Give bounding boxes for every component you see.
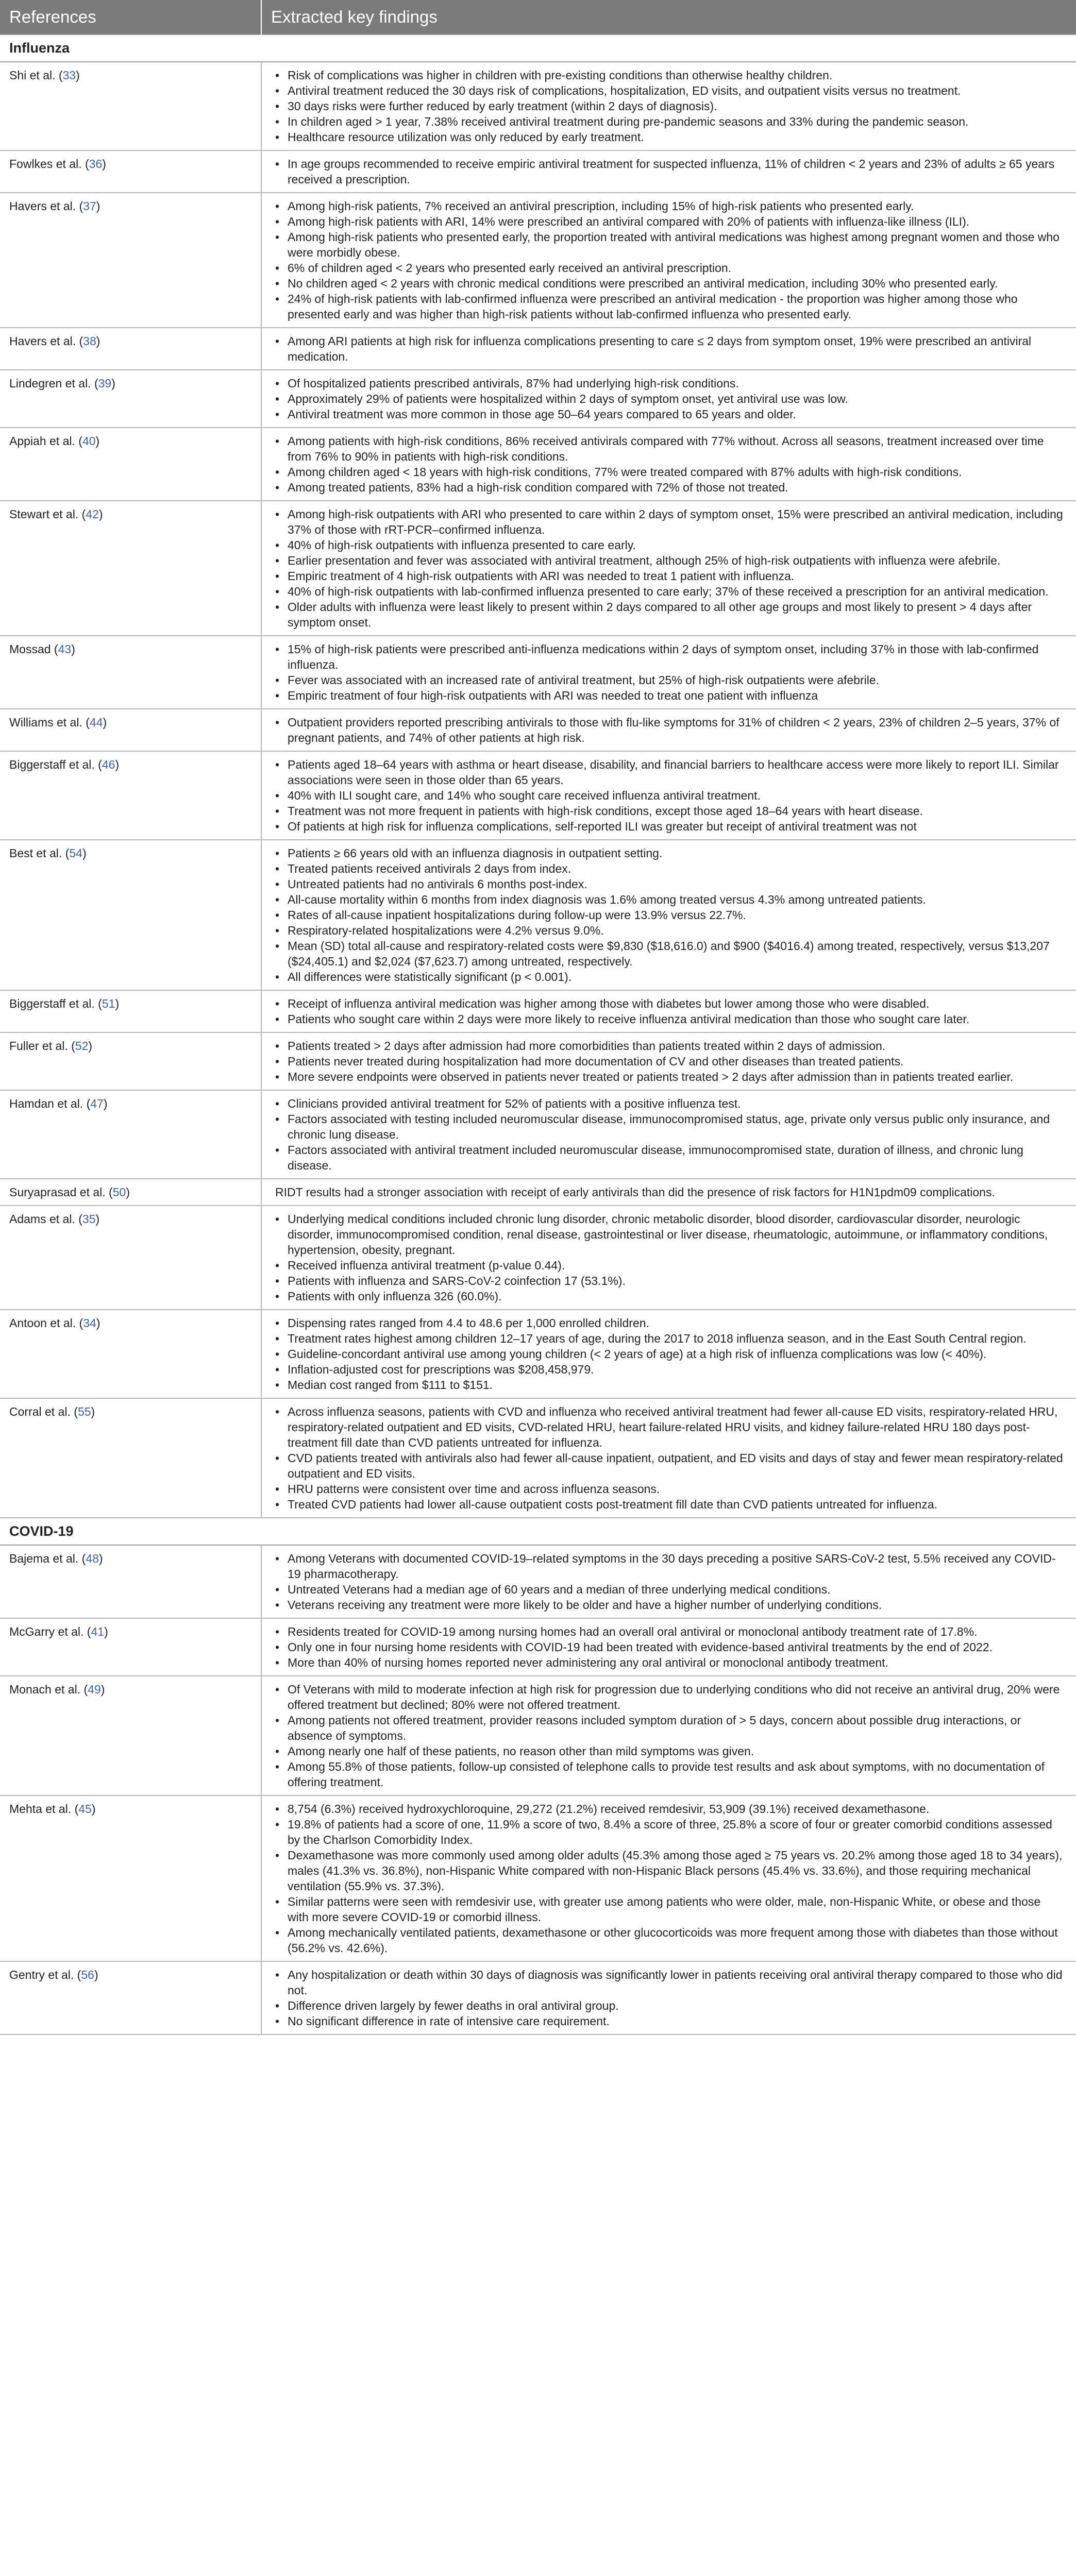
- findings-list: [275, 67, 1065, 145]
- finding-item: • 15% of high-risk patients were prescribed anti-influenza medications within 2 days of symptom onset, including 37% in those with lab-confirmed influenza.: [288, 641, 1065, 672]
- findings-list: [275, 1682, 1065, 1790]
- findings-cell: [261, 990, 1076, 1032]
- finding-item: • Mean (SD) total all-cause and respiratory-related costs were $9,830 ($18,616.0) and $900 ($4016.4) among treated, respectively, versus $13,207 ($24,405.1) and $2,024 ($7,623.7) among untreated, respectively.: [288, 938, 1065, 969]
- findings-list: [275, 1038, 1065, 1084]
- findings-list: [275, 845, 1065, 985]
- reference-cell: Appiah et al. (40): [0, 428, 261, 501]
- findings-list: [275, 1551, 1065, 1613]
- reference-author: Havers et al.: [9, 199, 76, 213]
- findings-cell: [261, 1795, 1076, 1961]
- finding-item: • Rates of all-cause inpatient hospitalizations during follow-up were 13.9% versus 22.7%.: [288, 907, 1065, 923]
- reference-cell: Best et al. (54): [0, 840, 261, 990]
- table-row: [0, 62, 1076, 150]
- table-row: [0, 751, 1076, 840]
- finding-item: • Among children aged < 18 years with high-risk conditions, 77% were treated compared with 87% adults with high-risk conditions.: [288, 464, 1065, 480]
- reference-cell: Bajema et al. (48): [0, 1545, 261, 1618]
- reference-cell: Stewart et al. (42): [0, 501, 261, 636]
- table-row: [0, 1618, 1076, 1676]
- table-row: [0, 501, 1076, 636]
- findings-cell: [261, 328, 1076, 370]
- finding-item: • Patients with influenza and SARS-CoV-2 coinfection 17 (53.1%).: [288, 1273, 1065, 1289]
- reference-author: Lindegren et al.: [9, 377, 91, 390]
- reference-cell: Antoon et al. (34): [0, 1310, 261, 1398]
- finding-item: • Patients aged 18–64 years with asthma or heart disease, disability, and financial barriers to healthcare access were more likely to report ILI. Similar associations were seen in those older than 65 years.: [288, 757, 1065, 788]
- finding-item: • Untreated patients had no antivirals 6 months post-index.: [288, 876, 1065, 892]
- table-row: [0, 1032, 1076, 1090]
- finding-item: • Guideline-concordant antiviral use among young children (< 2 years of age) at a high risk of influenza complications was low (< 40%).: [288, 1346, 1065, 1362]
- finding-item: • Approximately 29% of patients were hospitalized within 2 days of symptom onset, yet antiviral use was low.: [288, 391, 1065, 406]
- table-row: [0, 150, 1076, 193]
- reference-cell: Adams et al. (35): [0, 1206, 261, 1310]
- reference-author: Gentry et al.: [9, 1968, 74, 1981]
- findings-list: [275, 715, 1065, 745]
- reference-author: Best et al.: [9, 846, 62, 860]
- reference-cell: Biggerstaff et al. (46): [0, 751, 261, 840]
- reference-cell: Corral et al. (55): [0, 1398, 261, 1518]
- findings-list: [275, 506, 1065, 630]
- citation-link[interactable]: 55: [77, 1405, 91, 1418]
- reference-author: McGarry et al.: [9, 1625, 84, 1638]
- finding-item: • Among Veterans with documented COVID-19–related symptoms in the 30 days preceding a positive SARS-CoV-2 test, 5.5% received any COVID-19 pharmacotherapy.: [288, 1551, 1065, 1582]
- finding-item: • Treated CVD patients had lower all-cause outpatient costs post-treatment fill date than CVD patients untreated for influenza.: [288, 1497, 1065, 1512]
- findings-cell: [261, 751, 1076, 840]
- citation-link[interactable]: 52: [75, 1039, 89, 1053]
- finding-item: • Antiviral treatment was more common in those age 50–64 years compared to 65 years and older.: [288, 406, 1065, 422]
- finding-item: • Among patients not offered treatment, provider reasons included symptom duration of > 5 days, concern about possible drug interactions, or absence of symptoms.: [288, 1713, 1065, 1743]
- finding-item: • Inflation-adjusted cost for prescriptions was $208,458,979.: [288, 1362, 1065, 1377]
- finding-item: • Clinicians provided antiviral treatment for 52% of patients with a positive influenza test.: [288, 1096, 1065, 1111]
- finding-item: • Among high-risk patients with ARI, 14% were prescribed an antiviral compared with 20% of patients with influenza-like illness (ILI).: [288, 214, 1065, 229]
- table-row: [0, 840, 1076, 990]
- reference-cell: Mossad (43): [0, 636, 261, 709]
- reference-author: Biggerstaff et al.: [9, 997, 95, 1010]
- finding-item: • Older adults with influenza were least likely to present within 2 days compared to all other age groups and most likely to present > 4 days after symptom onset.: [288, 599, 1065, 630]
- finding-item: • Among patients with high-risk conditions, 86% received antivirals compared with 77% without. Across all seasons, treatment increased over time from 76% to 90% in patients with high-risk conditions.: [288, 433, 1065, 464]
- finding-item: • Among high-risk patients who presented early, the proportion treated with antiviral medications was highest among pregnant women and those who were morbidly obese.: [288, 229, 1065, 260]
- finding-item: • Untreated Veterans had a median age of 60 years and a median of three underlying medical conditions.: [288, 1582, 1065, 1597]
- reference-cell: Hamdan et al. (47): [0, 1090, 261, 1179]
- reference-author: Adams et al.: [9, 1212, 75, 1226]
- finding-item: • Treatment rates highest among children 12–17 years of age, during the 2017 to 2018 influenza season, and in the East South Central region.: [288, 1331, 1065, 1346]
- finding-item: • Outpatient providers reported prescribing antivirals to those with flu-like symptoms for 31% of children < 2 years, 23% of children 2–5 years, 37% of pregnant patients, and 74% of other patients at high risk.: [288, 715, 1065, 745]
- citation-link[interactable]: 34: [83, 1316, 96, 1330]
- findings-list: [275, 996, 1065, 1027]
- finding-item: • In children aged > 1 year, 7.38% received antiviral treatment during pre-pandemic seasons and 33% during the pandemic season.: [288, 114, 1065, 129]
- finding-item: • Patients treated > 2 days after admission had more comorbidities than patients treated within 2 days of admission.: [288, 1038, 1065, 1054]
- finding-item: • CVD patients treated with antivirals also had fewer all-cause inpatient, outpatient, and ED visits and days of stay and fewer mean respiratory-related outpatient and ED visits.: [288, 1450, 1065, 1481]
- citation-link[interactable]: 38: [83, 334, 96, 348]
- finding-item: • 40% with ILI sought care, and 14% who sought care received influenza antiviral treatment.: [288, 788, 1065, 803]
- table-row: [0, 1545, 1076, 1618]
- findings-cell: [261, 1676, 1076, 1795]
- reference-author: Fuller et al.: [9, 1039, 68, 1053]
- finding-item: • Treated patients received antivirals 2 days from index.: [288, 861, 1065, 876]
- reference-author: Williams et al.: [9, 716, 82, 729]
- reference-cell: Fowlkes et al. (36): [0, 150, 261, 193]
- finding-item: • Of Veterans with mild to moderate infection at high risk for progression due to underlying conditions who did not receive an antiviral drug, 20% were offered treatment but declined; 80% were not offered treatment.: [288, 1682, 1065, 1713]
- finding-item: • Among nearly one half of these patients, no reason other than mild symptoms was given.: [288, 1743, 1065, 1759]
- table-row: [0, 1398, 1076, 1518]
- table-row: [0, 1795, 1076, 1961]
- reference-author: Fowlkes et al.: [9, 157, 82, 171]
- finding-item: • Of hospitalized patients prescribed antivirals, 87% had underlying high-risk conditions.: [288, 376, 1065, 391]
- citation-link[interactable]: 51: [102, 997, 115, 1010]
- table-row: [0, 328, 1076, 370]
- findings-cell: [261, 840, 1076, 990]
- findings-cell: [261, 62, 1076, 150]
- section-title: COVID-19: [0, 1518, 1076, 1545]
- citation-link[interactable]: 44: [89, 716, 103, 729]
- findings-cell: [261, 428, 1076, 501]
- finding-item: • Patients never treated during hospitalization had more documentation of CV and other diseases than treated patients.: [288, 1054, 1065, 1069]
- citation-link[interactable]: 50: [112, 1185, 126, 1199]
- citation-link[interactable]: 48: [86, 1552, 99, 1565]
- findings-cell: [261, 1206, 1076, 1310]
- findings-list: [275, 198, 1065, 322]
- finding-item: • Receipt of influenza antiviral medication was higher among those with diabetes but lower among those who were disabled.: [288, 996, 1065, 1011]
- reference-cell: Gentry et al. (56): [0, 1961, 261, 2035]
- finding-item: • Factors associated with testing included neuromuscular disease, immunocompromised status, age, private only versus public only insurance, and chronic lung disease.: [288, 1111, 1065, 1142]
- section-header-row: [0, 1518, 1076, 1545]
- citation-link[interactable]: 37: [83, 199, 96, 213]
- reference-cell: Monach et al. (49): [0, 1676, 261, 1795]
- finding-item: • Fever was associated with an increased rate of antiviral treatment, but 25% of high-risk outpatients were afebrile.: [288, 672, 1065, 688]
- findings-cell: [261, 1398, 1076, 1518]
- findings-list: [275, 1967, 1065, 2029]
- findings-cell: [261, 636, 1076, 709]
- findings-cell: [261, 709, 1076, 751]
- finding-item: • 40% of high-risk outpatients with lab-confirmed influenza presented to care early; 37% of these received a prescription for an antiviral medication.: [288, 584, 1065, 599]
- finding-item: • Patients ≥ 66 years old with an influenza diagnosis in outpatient setting.: [288, 845, 1065, 861]
- citation-link[interactable]: 36: [89, 157, 103, 171]
- findings-list: [275, 333, 1065, 364]
- finding-item: • Difference driven largely by fewer deaths in oral antiviral group.: [288, 1998, 1065, 2013]
- finding-item: • 19.8% of patients had a score of one, 11.9% a score of two, 8.4% a score of three, 25.8% a score of four or greater comorbid conditions assessed by the Charlson Comorbidity Index.: [288, 1817, 1065, 1848]
- finding-item: • Across influenza seasons, patients with CVD and influenza who received antiviral treatment had fewer all-cause ED visits, respiratory-related HRU, respiratory-related outpatient and ED visits, CVD-related HRU, heart failure-related HRU visits, and kidney failure-related HRU 180 days post-treatment fill date than CVD patients untreated for influenza.: [288, 1404, 1065, 1450]
- table-row: [0, 1179, 1076, 1206]
- findings-cell: [261, 501, 1076, 636]
- citation-link[interactable]: 39: [98, 377, 112, 390]
- finding-item: • Treatment was not more frequent in patients with high-risk conditions, except those aged 18–64 years with heart disease.: [288, 803, 1065, 819]
- findings-list: [275, 433, 1065, 495]
- finding-item: • Respiratory-related hospitalizations were 4.2% versus 9.0%.: [288, 923, 1065, 938]
- reference-cell: Havers et al. (38): [0, 328, 261, 370]
- citation-link[interactable]: 40: [82, 434, 96, 448]
- reference-author: Havers et al.: [9, 334, 76, 348]
- finding-item: • Veterans receiving any treatment were more likely to be older and have a higher number of underlying conditions.: [288, 1597, 1065, 1613]
- reference-author: Hamdan et al.: [9, 1097, 83, 1110]
- finding-item: • Among treated patients, 83% had a high-risk condition compared with 72% of those not treated.: [288, 480, 1065, 495]
- finding-item: • Median cost ranged from $111 to $151.: [288, 1377, 1065, 1393]
- findings-cell: [261, 1310, 1076, 1398]
- finding-item: • Empiric treatment of four high-risk outpatients with ARI was needed to treat one patient with influenza: [288, 688, 1065, 703]
- table-row: [0, 193, 1076, 328]
- header-references: References: [0, 0, 261, 35]
- reference-cell: Lindegren et al. (39): [0, 370, 261, 428]
- citation-link[interactable]: 49: [88, 1683, 101, 1696]
- finding-item: • 8,754 (6.3%) received hydroxychloroquine, 29,272 (21.2%) received remdesivir, 53,909 (39.1%) received dexamethasone.: [288, 1801, 1065, 1817]
- reference-author: Suryaprasad et al.: [9, 1185, 106, 1199]
- finding-item: • 6% of children aged < 2 years who presented early received an antiviral prescription.: [288, 260, 1065, 276]
- reference-cell: Mehta et al. (45): [0, 1795, 261, 1961]
- reference-cell: Havers et al. (37): [0, 193, 261, 328]
- finding-item: • More than 40% of nursing homes reported never administering any oral antiviral or monoclonal antibody treatment.: [288, 1655, 1065, 1670]
- citation-link[interactable]: 42: [86, 507, 99, 521]
- finding-item: • Residents treated for COVID-19 among nursing homes had an overall oral antiviral or monoclonal antibody treatment rate of 17.8%.: [288, 1624, 1065, 1639]
- reference-author: Corral et al.: [9, 1405, 71, 1418]
- table-row: [0, 1310, 1076, 1398]
- citation-link[interactable]: 43: [58, 642, 72, 656]
- reference-cell: Suryaprasad et al. (50): [0, 1179, 261, 1206]
- findings-cell: [261, 1961, 1076, 2035]
- reference-author: Antoon et al.: [9, 1316, 76, 1330]
- table-row: [0, 1961, 1076, 2035]
- finding-item: • Patients who sought care within 2 days were more likely to receive influenza antiviral medication than those who sought care later.: [288, 1011, 1065, 1027]
- finding-item: • Among ARI patients at high risk for influenza complications presenting to care ≤ 2 days from symptom onset, 19% were prescribed an antiviral medication.: [288, 333, 1065, 364]
- table-row: [0, 370, 1076, 428]
- finding-item: • Healthcare resource utilization was only reduced by early treatment.: [288, 129, 1065, 145]
- table-body: [0, 35, 1076, 2035]
- finding-item: • Among high-risk outpatients with ARI who presented to care within 2 days of symptom onset, 15% were prescribed an antiviral medication, including 37% of those with rRT-PCR–confirmed influenza.: [288, 506, 1065, 537]
- reference-author: Biggerstaff et al.: [9, 758, 95, 771]
- findings-list: [275, 376, 1065, 422]
- finding-item: • All-cause mortality within 6 months from index diagnosis was 1.6% among treated versus 4.3% among untreated patients.: [288, 892, 1065, 907]
- finding-item: • Received influenza antiviral treatment (p-value 0.44).: [288, 1258, 1065, 1273]
- citation-link[interactable]: 54: [69, 846, 82, 860]
- findings-list: [275, 1801, 1065, 1956]
- citation-link[interactable]: 47: [90, 1097, 104, 1110]
- reference-author: Stewart et al.: [9, 507, 79, 521]
- findings-list: [275, 1096, 1065, 1173]
- finding-item: • Empiric treatment of 4 high-risk outpatients with ARI was needed to treat 1 patient with influenza.: [288, 568, 1065, 584]
- table-row: [0, 1090, 1076, 1179]
- findings-list: [275, 1404, 1065, 1512]
- findings-cell: [261, 193, 1076, 328]
- finding-item: • Only one in four nursing home residents with COVID-19 had been treated with evidence-based antiviral treatments by the end of 2022.: [288, 1639, 1065, 1655]
- findings-cell: [261, 1090, 1076, 1179]
- finding-item: • Any hospitalization or death within 30 days of diagnosis was significantly lower in patients receiving oral antiviral therapy compared to those who did not.: [288, 1967, 1065, 1998]
- table-row: [0, 1206, 1076, 1310]
- reference-author: Monach et al.: [9, 1683, 81, 1696]
- finding-item: • Risk of complications was higher in children with pre-existing conditions than otherwise healthy children.: [288, 67, 1065, 83]
- reference-author: Appiah et al.: [9, 434, 75, 448]
- reference-cell: McGarry et al. (41): [0, 1618, 261, 1676]
- citation-link[interactable]: 33: [62, 69, 76, 82]
- findings-cell: [261, 150, 1076, 193]
- findings-cell: [261, 370, 1076, 428]
- finding-item: • No significant difference in rate of intensive care requirement.: [288, 2013, 1065, 2029]
- reference-author: Bajema et al.: [9, 1552, 79, 1565]
- reference-author: Mehta et al.: [9, 1802, 72, 1816]
- finding-item: • Among 55.8% of those patients, follow-up consisted of telephone calls to provide test results and ask about symptoms, with no documentation of offering treatment.: [288, 1759, 1065, 1790]
- finding-item: • Underlying medical conditions included chronic lung disorder, chronic metabolic disorder, blood disorder, cardiovascular disorder, neurologic disorder, immunocompromised condition, renal disease, gastrointestinal or liver disease, rheumatologic, autoimmune, or inflammatory conditions, hypertension, obesity, pregnant.: [288, 1211, 1065, 1258]
- findings-list: [275, 757, 1065, 834]
- citation-link[interactable]: 41: [91, 1625, 105, 1638]
- citation-link[interactable]: 35: [82, 1212, 96, 1226]
- finding-item: • HRU patterns were consistent over time and across influenza seasons.: [288, 1481, 1065, 1497]
- table-row: [0, 990, 1076, 1032]
- findings-list: [275, 1315, 1065, 1393]
- finding-item: • In age groups recommended to receive empiric antiviral treatment for suspected influenza, 11% of children < 2 years and 23% of adults ≥ 65 years received a prescription.: [288, 156, 1065, 187]
- citation-link[interactable]: 45: [78, 1802, 92, 1816]
- reference-cell: Fuller et al. (52): [0, 1032, 261, 1090]
- finding-item: • All differences were statistically significant (p < 0.001).: [288, 969, 1065, 985]
- finding-item: • 40% of high-risk outpatients with influenza presented to care early.: [288, 537, 1065, 553]
- finding-item: • Similar patterns were seen with remdesivir use, with greater use among patients who were older, male, non-Hispanic White, or obese and those with more severe COVID-19 or comorbid illness.: [288, 1894, 1065, 1925]
- findings-list: [275, 1211, 1065, 1304]
- finding-item: • More severe endpoints were observed in patients never treated or patients treated > 2 days after admission than in patients treated earlier.: [288, 1069, 1065, 1084]
- section-header-row: [0, 35, 1076, 62]
- findings-list: [275, 1624, 1065, 1670]
- findings-cell: [261, 1179, 1076, 1206]
- reference-cell: Biggerstaff et al. (51): [0, 990, 261, 1032]
- section-title: Influenza: [0, 35, 1076, 62]
- citation-link[interactable]: 56: [81, 1968, 94, 1981]
- findings-list: [275, 641, 1065, 703]
- findings-list: [275, 156, 1065, 187]
- finding-item: • Among mechanically ventilated patients, dexamethasone or other glucocorticoids was more frequent among those with diabetes than those without (56.2% vs. 42.6%).: [288, 1925, 1065, 1956]
- finding-item: • Antiviral treatment reduced the 30 days risk of complications, hospitalization, ED visits, and outpatient visits versus no treatment.: [288, 83, 1065, 98]
- table-row: [0, 709, 1076, 751]
- reference-cell: Shi et al. (33): [0, 62, 261, 150]
- header-findings: Extracted key findings: [261, 0, 1076, 35]
- table-row: [0, 636, 1076, 709]
- finding-item: • Patients with only influenza 326 (60.0%).: [288, 1289, 1065, 1304]
- table-row: [0, 428, 1076, 501]
- findings-cell: [261, 1545, 1076, 1618]
- finding-item: • Factors associated with antiviral treatment included neuromuscular disease, immunocompromised state, duration of illness, and chronic lung disease.: [288, 1142, 1065, 1173]
- finding-item: • 24% of high-risk patients with lab-confirmed influenza were prescribed an antiviral medication - the proportion was higher among those who presented early and was higher than high-risk patients without lab-confirmed influenza who presented early.: [288, 291, 1065, 322]
- finding-item: • Dispensing rates ranged from 4.4 to 48.6 per 1,000 enrolled children.: [288, 1315, 1065, 1331]
- header-row: [0, 0, 1076, 35]
- finding-item: • Among high-risk patients, 7% received an antiviral prescription, including 15% of high-risk patients who presented early.: [288, 198, 1065, 214]
- citation-link[interactable]: 46: [102, 758, 115, 771]
- findings-cell: [261, 1618, 1076, 1676]
- finding-item: • Dexamethasone was more commonly used among older adults (45.3% among those aged ≥ 75 years vs. 20.2% among those aged 18 to 34 years), males (41.3% vs. 36.8%), non-Hispanic White compared with non-Hispanic Black persons (45.4% vs. 33.6%), and those requiring mechanical ventilation (55.9% vs. 37.3%).: [288, 1848, 1065, 1894]
- reference-cell: Williams et al. (44): [0, 709, 261, 751]
- finding-item: • Of patients at high risk for influenza complications, self-reported ILI was greater but receipt of antiviral treatment was not: [288, 819, 1065, 834]
- reference-author: Shi et al.: [9, 69, 56, 82]
- finding-text: RIDT results had a stronger association with receipt of early antivirals than did the presence of risk factors for H1N1pdm09 complications.: [275, 1185, 995, 1199]
- findings-cell: [261, 1032, 1076, 1090]
- finding-item: • 30 days risks were further reduced by early treatment (within 2 days of diagnosis).: [288, 98, 1065, 114]
- finding-item: • No children aged < 2 years with chronic medical conditions were prescribed an antiviral medication, including 30% who presented early.: [288, 276, 1065, 291]
- reference-author: Mossad: [9, 642, 51, 656]
- finding-item: • Earlier presentation and fever was associated with antiviral treatment, although 25% of high-risk outpatients with influenza were afebrile.: [288, 553, 1065, 568]
- table-row: [0, 1676, 1076, 1795]
